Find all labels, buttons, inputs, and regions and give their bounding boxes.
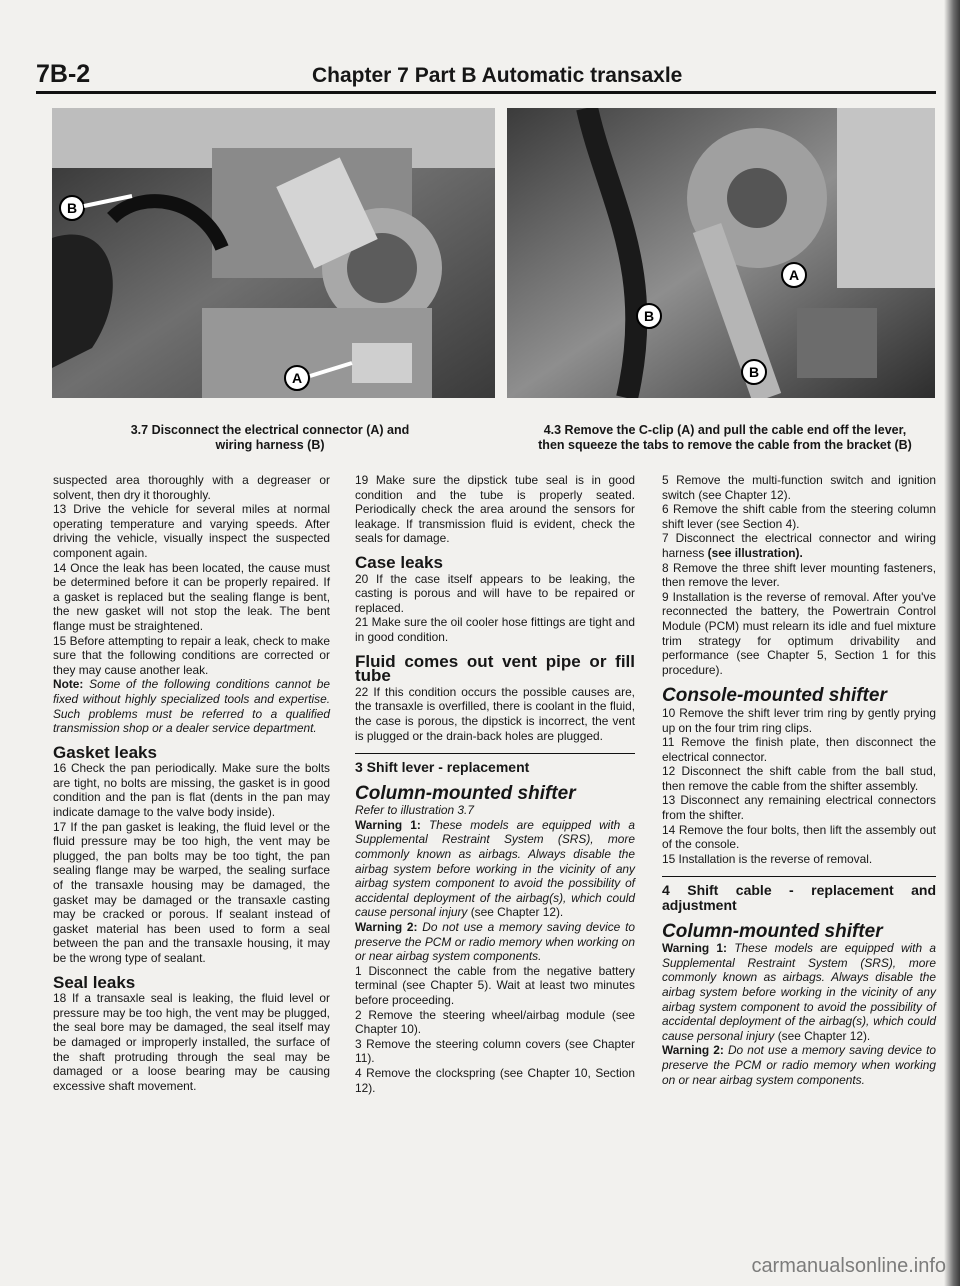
warning-2 [662,1043,936,1087]
see-illustration: (see illustration). [707,545,803,560]
paragraph: 14 Once the leak has been located, the cause must be determined before it can be properly repaired. If a gasket is replaced but the sealing flange is bent, the new gasket will not stop the leak. The bent flange must be straightened. [53,560,330,633]
step: 6 Remove the shift cable from the steering column shift lever (see Section 4). [662,502,936,531]
figure-label: B [643,308,655,324]
note-text: Some of the following conditions cannot be fixed without highly specialized tools and expertise. Such problems must be referred to a qualified transmission shop or a dealer service department. [53,677,330,736]
refer-text: Refer to illustration 3.7 [355,803,474,818]
paragraph: 17 If the pan gasket is leaking, the fluid level or the fluid pressure may be too high, the vent may be plugged, the pan bolts may be too tight, the pan sealing flange may be warped, the sealing surface of the transaxle housing may be damaged, the gasket may be damaged or the transaxle casting may be cracked or porous. If sealant instead of gasket material has been used to form a seal between the pan and the transaxle housing, it may be the wrong type of sealant. [53,819,330,965]
note-label: Note: [53,677,84,692]
figure-3-7-photo [52,108,495,398]
step: 5 Remove the multi-function switch and ignition switch (see Chapter 12). [662,473,936,502]
step: 2 Remove the steering wheel/airbag module (see Chapter 10). [355,1007,635,1037]
paragraph: 15 Before attempting to repair a leak, check to make sure that the following conditions are corrected or they may cause another leak. [53,633,330,677]
warning-label: Warning 2: [355,920,418,935]
step: 11 Remove the finish plate, then disconnect the electrical connector. [662,735,936,764]
paragraph: 16 Check the pan periodically. Make sure the bolts are tight, no bolts are missing, the gasket is in good condition and the pan is flat (dents in the pan may indicate damage to the valve body inside). [53,761,330,820]
paragraph: 19 Make sure the dipstick tube seal is in good condition and the tube is properly seated. Periodically check the area around the sensors for leakage. If transmission fluid is evident, check the seals for damage. [355,473,635,546]
step: 8 Remove the three shift lever mounting fasteners, then remove the lever. [662,560,936,590]
watermark: carmanualsonline.info [751,1255,946,1277]
warning-text: These models are equipped with a Supplemental Restraint System (SRS), more commonly known as airbags. Always disable the airbag system before working in the vicinity of any airbag system component to avoid the possibility of accidental deployment of the airbag(s), which could cause personal injury [662,941,936,1043]
heading-case-leaks: Case leaks [355,552,443,572]
warning-text: Do not use a memory saving device to preserve the PCM or radio memory when working on or near airbag system components. [355,920,635,964]
paragraph: 20 If the case itself appears to be leaking, the casting is porous and will have to be repaired or replaced. [355,571,635,615]
warning-label: Warning 1: [355,817,421,832]
paragraph: 18 If a transaxle seal is leaking, the fluid level or pressure may be too high, the vent may be plugged, the seal bore may be damaged, the seal itself may be damaged or improperly installed, the surface of the shaft protruding through the seal may be damaged or a loose bearing may be causing excessive shaft movement. [53,991,330,1093]
text-column-1 [53,473,330,1093]
paragraph: suspected area thoroughly with a degreaser or solvent, then dry it thoroughly. [53,473,330,502]
section-4-heading: 4 Shift cable - replacement and adjustment [662,876,936,912]
page-edge-shadow [944,0,960,1286]
figure-4-3-caption [505,423,945,453]
step: 14 Remove the four bolts, then lift the assembly out of the console. [662,822,936,852]
heading-gasket-leaks: Gasket leaks [53,742,157,762]
heading-column-mounted: Column-mounted shifter [355,782,576,804]
paragraph: 21 Make sure the oil cooler hose fittings are tight and in good condition. [355,615,635,644]
paragraph: 22 If this condition occurs the possible causes are, the transaxle is overfilled, there is coolant in the fluid, the case is porous, the dipstick is incorrect, the vent is plugged or the drain-back holes are plugged. [355,684,635,743]
warning-1 [355,818,635,920]
caption-line: wiring harness (B) [215,438,325,452]
warning-1 [662,941,936,1043]
figure-3-7-caption [60,423,480,453]
step: 13 Disconnect any remaining electrical connectors from the shifter. [662,793,936,823]
caption-line: 3.7 Disconnect the electrical connector (A) and [130,423,410,437]
warning-tail: (see Chapter 12). [777,1028,871,1043]
figure-label: B [66,200,78,216]
figure-label: A [788,267,800,283]
warning-tail: (see Chapter 12). [470,905,564,920]
warning-label: Warning 2: [662,1043,724,1058]
step: 12 Disconnect the shift cable from the ball stud, then remove the cable from the shifter assembly. [662,764,936,793]
step [662,531,936,560]
warning-text: These models are equipped with a Supplemental Restraint System (SRS), more commonly known as airbags. Always disable the airbag system before working in the vicinity of any airbag system component to avoid the possibility of accidental deployment of the airbag(s), which could cause personal injury [355,817,635,920]
heading-fluid-vent: Fluid comes out vent pipe or fill tube [355,651,635,686]
caption-line: 4.3 Remove the C-clip (A) and pull the cable end off the lever, [543,423,907,437]
header-rule [36,91,936,94]
page-number: 7B-2 [36,60,91,88]
heading-seal-leaks: Seal leaks [53,972,136,992]
paragraph: 13 Drive the vehicle for several miles at normal operating temperature and varying speeds. After driving the vehicle, visually inspect the suspected component again. [53,502,330,560]
text-column-2 [355,473,635,1095]
figure-4-3-photo [507,108,935,398]
step-text: 7 Disconnect the electrical connector and wiring harness [662,531,936,560]
step: 9 Installation is the reverse of removal. After you've reconnected the battery, the Powertrain Control Module (PCM) must relearn its idle and fuel mixture trim strategy for optimum drivability and performance (see Chapter 5, Section 1 for this procedure). [662,589,936,677]
figure-label: B [748,364,760,380]
figure-label: A [291,370,303,386]
step: 15 Installation is the reverse of removal. [662,851,873,866]
heading-console-mounted: Console-mounted shifter [662,685,887,707]
warning-label: Warning 1: [662,941,727,956]
step: 10 Remove the shift lever trim ring by gently prying up on the four trim ring clips. [662,705,936,735]
note [53,677,330,735]
warning-text: Do not use a memory saving device to preserve the PCM or radio memory when working on or near airbag system components. [662,1043,936,1087]
refer-illustration [355,803,635,818]
step: 3 Remove the steering column covers (see Chapter 11). [355,1036,635,1066]
chapter-title: Chapter 7 Part B Automatic transaxle [312,64,683,87]
warning-2 [355,920,635,964]
section-3-heading: 3 Shift lever - replacement [355,753,635,775]
heading-column-mounted: Column-mounted shifter [662,920,883,942]
caption-line: then squeeze the tabs to remove the cable from the bracket (B) [538,438,912,452]
step: 1 Disconnect the cable from the negative battery terminal (see Chapter 5). Wait at least two minutes before proceeding. [355,963,635,1007]
step: 4 Remove the clockspring (see Chapter 10, Section 12). [355,1065,635,1095]
text-column-3 [662,473,936,1087]
page-header [36,56,936,90]
